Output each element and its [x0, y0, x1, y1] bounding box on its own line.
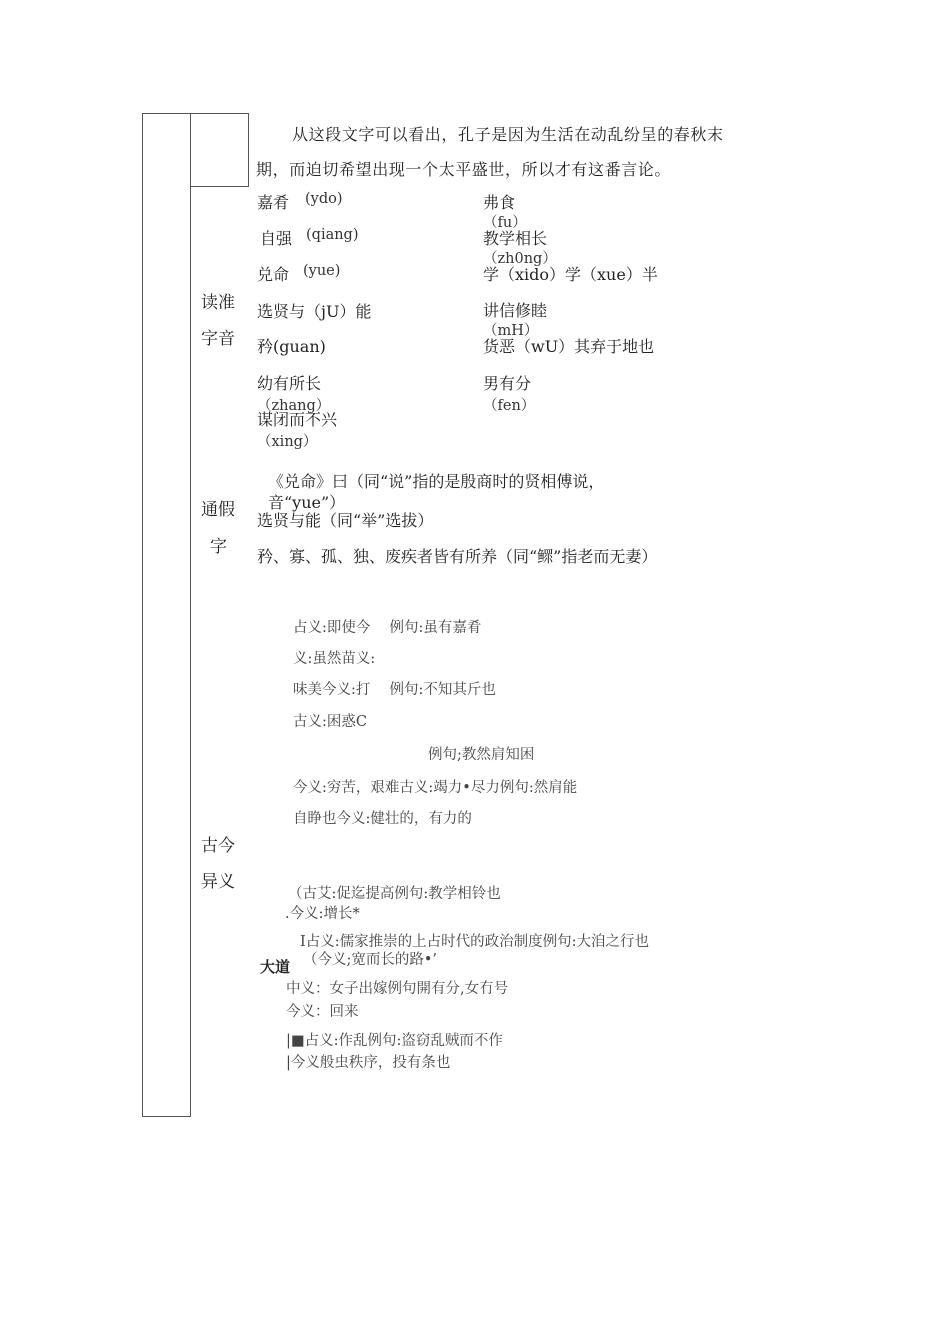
pron-right-word-2: 教学相长 — [483, 229, 548, 248]
pron-left-word-4: 选贤与（jU）能 — [257, 302, 372, 321]
pron-right-word-1: 弗食 — [483, 193, 516, 212]
pron-left-pinyin-7: （xing） — [257, 434, 318, 450]
table-top-border — [142, 113, 248, 114]
gujin-line-7: 自睁也今义:健壮的，有力的 — [293, 811, 472, 827]
tongjia-line-1: 《兑命》曰（同“说”指的是殷商时的贤相傅说， — [268, 472, 605, 491]
pron-left-pinyin-1: (ydo) — [305, 191, 343, 207]
pron-left-word-2: 自强 — [260, 229, 293, 248]
pron-right-word-3: 学（xido）学（xue）半 — [483, 265, 658, 284]
section-label-gujin-2: 异义 — [201, 872, 235, 892]
pron-left-word-6: 幼有所长 — [257, 374, 322, 393]
pron-left-word-5: 矜(guan) — [257, 337, 326, 356]
gujin-block4-line-2: |今义般虫秩序，投有条也 — [286, 1055, 451, 1071]
pron-right-pinyin-6: （fen） — [483, 398, 536, 414]
pron-right-pinyin-2: （zh0ng） — [483, 251, 557, 267]
pron-left-word-7: 谋闭而不兴 — [257, 410, 338, 429]
gujin-line-6: 今义:穷苦，艰难古义:竭力•尽力例句:然肩能 — [293, 780, 578, 796]
top-cell-bottom-border — [190, 186, 249, 187]
table-column-divider — [190, 113, 191, 1117]
tongjia-line-2: 选贤与能（同“举”选拔） — [257, 511, 434, 530]
pron-right-pinyin-4: （mH） — [483, 323, 539, 339]
intro-line-1: 从这段文字可以看出，孔子是因为生活在动乱纷呈的春秋末 — [292, 125, 724, 144]
pron-right-word-6: 男有分 — [483, 374, 532, 393]
pron-left-pinyin-3: (yue) — [303, 263, 341, 279]
section-label-pronunciation-1: 读准 — [201, 293, 235, 313]
pron-left-pinyin-6: （zhang） — [257, 398, 331, 414]
gujin-dadao-label: 大道 — [260, 958, 291, 976]
table-bottom-border — [142, 1116, 191, 1117]
gujin-block3-line-2: 今义：回来 — [286, 1004, 359, 1020]
gujin-block4-line-1: |■占义:作乱例句:盗窃乱贼而不作 — [286, 1033, 503, 1049]
gujin-line-3: 味美今义:打 例句:不知其斤也 — [293, 682, 496, 698]
section-label-tongjia-2: 字 — [210, 537, 227, 557]
pron-left-pinyin-2: (qiang) — [306, 227, 359, 243]
pron-left-word-1: 嘉肴 — [257, 193, 290, 212]
gujin-line-2: 义:虽然苗义: — [293, 651, 376, 667]
tongjia-line-3: 矜、寡、孤、独、废疾者皆有所养（同“鳏”指老而无妻） — [257, 547, 658, 566]
gujin-block2-line-3: I占义:儒家推崇的上占时代的政治制度例句:大洎之行也 — [300, 934, 649, 950]
pron-right-pinyin-1: （fu） — [483, 215, 527, 231]
gujin-block2-line-4: （今义;宽而长的路•’ — [303, 952, 438, 968]
top-cell-right-border — [248, 113, 249, 186]
gujin-block3-line-1: 中义：女子出嫁例句開有分,女冇号 — [286, 981, 509, 997]
tongjia-line-1b: 音“yue”） — [268, 493, 346, 512]
gujin-block2-line-1: （古艾:促迄提高例句:教学相铃也 — [288, 886, 501, 902]
gujin-line-5: 例句;教然肩知困 — [428, 747, 535, 763]
section-label-pronunciation-2: 字音 — [201, 329, 235, 349]
intro-line-2: 期，而迫切希望出现一个太平盛世，所以才有这番言论。 — [256, 160, 672, 179]
pron-right-word-4: 讲信修睦 — [483, 301, 548, 320]
table-left-border — [142, 113, 143, 1117]
gujin-line-1: 占义:即使今 例句:虽有嘉肴 — [293, 620, 482, 636]
section-label-gujin-1: 古今 — [201, 836, 235, 856]
gujin-line-4: 古义:困惑C — [293, 714, 367, 730]
pron-left-word-3: 兑命 — [257, 265, 290, 284]
pron-right-word-5: 货恶（wU）其弃于地也 — [483, 337, 655, 356]
section-label-tongjia-1: 通假 — [201, 500, 235, 520]
gujin-block2-line-2: .今义:增长* — [285, 906, 360, 922]
